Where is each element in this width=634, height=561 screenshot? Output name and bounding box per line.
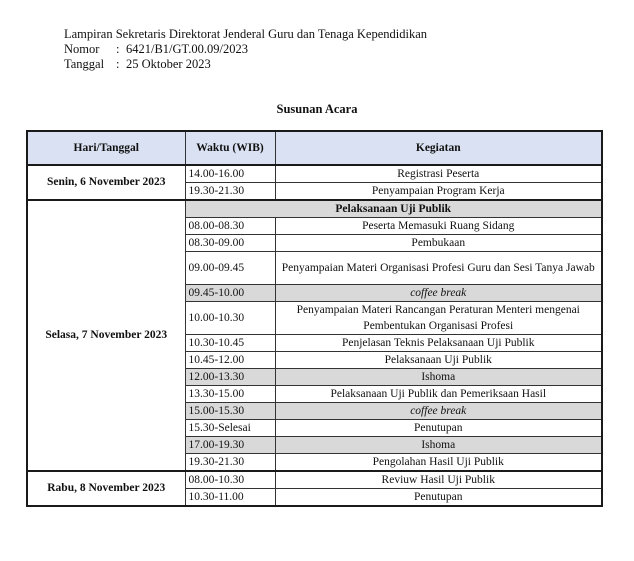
activity-cell: Penyampaian Materi Organisasi Profesi Guru dan Sesi Tanya Jawab — [275, 252, 602, 285]
tanggal-separator: : — [116, 57, 120, 71]
header-time: Waktu (WIB) — [185, 131, 275, 165]
section-row — [27, 200, 602, 218]
activity-cell: coffee break — [275, 285, 602, 302]
time-cell: 09.00-09.45 — [185, 252, 275, 285]
activity-cell: Pembukaan — [275, 235, 602, 252]
table-header-row — [27, 131, 602, 165]
attachment-line: Lampiran Sekretaris Direktorat Jenderal Guru dan Tenaga Kependidikan — [64, 27, 427, 41]
schedule-table — [26, 130, 603, 507]
activity-cell: Pelaksanaan Uji Publik — [275, 352, 602, 369]
day-cell: Senin, 6 November 2023 — [27, 165, 185, 200]
nomor-row — [64, 42, 427, 57]
time-cell: 19.30-21.30 — [185, 454, 275, 472]
table-body — [27, 165, 602, 506]
tanggal-label: Tanggal — [64, 57, 105, 71]
activity-cell: Penyampaian Materi Rancangan Peraturan Menteri mengenai Pembentukan Organisasi Profesi — [275, 302, 602, 335]
section-title: Pelaksanaan Uji Publik — [185, 200, 602, 218]
time-cell: 15.30-Selesai — [185, 420, 275, 437]
nomor-value: 6421/B1/GT.00.09/2023 — [126, 42, 248, 56]
time-cell: 09.45-10.00 — [185, 285, 275, 302]
activity-cell: Pelaksanaan Uji Publik dan Pemeriksaan Hasil — [275, 386, 602, 403]
header-day: Hari/Tanggal — [27, 131, 185, 165]
activity-cell: Penyampaian Program Kerja — [275, 183, 602, 201]
table-row — [27, 471, 602, 489]
time-cell: 08.30-09.00 — [185, 235, 275, 252]
time-cell: 10.00-10.30 — [185, 302, 275, 335]
nomor-separator: : — [116, 42, 120, 56]
activity-cell: Ishoma — [275, 369, 602, 386]
time-cell: 13.30-15.00 — [185, 386, 275, 403]
day-cell: Rabu, 8 November 2023 — [27, 471, 185, 506]
activity-cell: Penutupan — [275, 420, 602, 437]
time-cell: 15.00-15.30 — [185, 403, 275, 420]
activity-cell: Penjelasan Teknis Pelaksanaan Uji Publik — [275, 335, 602, 352]
time-cell: 17.00-19.30 — [185, 437, 275, 454]
time-cell: 14.00-16.00 — [185, 165, 275, 183]
activity-cell: Peserta Memasuki Ruang Sidang — [275, 218, 602, 235]
tanggal-row — [64, 57, 427, 72]
activity-cell: Ishoma — [275, 437, 602, 454]
day-cell: Selasa, 7 November 2023 — [27, 200, 185, 471]
time-cell: 08.00-10.30 — [185, 471, 275, 489]
tanggal-value: 25 Oktober 2023 — [126, 57, 211, 71]
time-cell: 12.00-13.30 — [185, 369, 275, 386]
time-cell: 19.30-21.30 — [185, 183, 275, 201]
time-cell: 10.30-11.00 — [185, 489, 275, 507]
time-cell: 08.00-08.30 — [185, 218, 275, 235]
header-activity: Kegiatan — [275, 131, 602, 165]
nomor-label: Nomor — [64, 42, 100, 56]
table-row — [27, 165, 602, 183]
letter-header — [64, 27, 427, 72]
activity-cell: Registrasi Peserta — [275, 165, 602, 183]
activity-cell: coffee break — [275, 403, 602, 420]
time-cell: 10.30-10.45 — [185, 335, 275, 352]
document-title: Susunan Acara — [276, 102, 358, 116]
activity-cell: Reviuw Hasil Uji Publik — [275, 471, 602, 489]
time-cell: 10.45-12.00 — [185, 352, 275, 369]
activity-cell: Penutupan — [275, 489, 602, 507]
activity-cell: Pengolahan Hasil Uji Publik — [275, 454, 602, 472]
